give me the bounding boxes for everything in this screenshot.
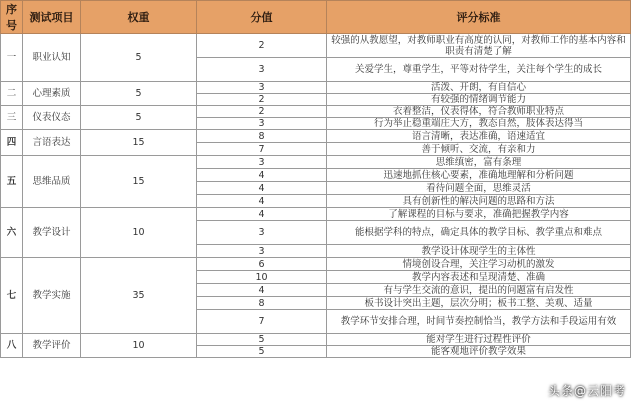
cell-score: 2 [197, 34, 327, 58]
cell-weight: 10 [81, 334, 197, 358]
cell-score: 5 [197, 346, 327, 358]
cell-standard: 能根据学科的特点，确定具体的教学目标、教学重点和难点 [327, 221, 631, 245]
cell-test-item: 教学设计 [23, 208, 81, 258]
cell-score: 8 [197, 130, 327, 143]
table-row [1, 34, 631, 58]
header-row [1, 1, 631, 34]
cell-standard: 有较强的情绪调节能力 [327, 94, 631, 106]
cell-weight: 5 [81, 106, 197, 130]
header-weight: 权重 [81, 1, 197, 34]
cell-weight: 15 [81, 156, 197, 208]
cell-test-item: 仪表仪态 [23, 106, 81, 130]
cell-number: 八 [1, 334, 23, 358]
cell-standard: 行为举止稳重端庄大方，教态自然，肢体表达得当 [327, 118, 631, 130]
header-no: 序号 [1, 1, 23, 34]
cell-score: 10 [197, 271, 327, 284]
cell-number: 四 [1, 130, 23, 156]
cell-standard: 板书设计突出主题，层次分明；板书工整、美观、适量 [327, 297, 631, 310]
cell-score: 2 [197, 106, 327, 118]
table-row [1, 334, 631, 346]
cell-standard: 具有创新性的解决问题的思路和方法 [327, 195, 631, 208]
cell-weight: 5 [81, 34, 197, 82]
cell-score: 3 [197, 82, 327, 94]
table-row [1, 82, 631, 94]
cell-standard: 教学设计体现学生的主体性 [327, 245, 631, 258]
cell-standard: 能对学生进行过程性评价 [327, 334, 631, 346]
cell-standard: 情境创设合理，关注学习动机的激发 [327, 258, 631, 271]
header-standard: 评分标准 [327, 1, 631, 34]
cell-score: 7 [197, 310, 327, 334]
cell-standard: 迅速地抓住核心要素，准确地理解和分析问题 [327, 169, 631, 182]
table-row [1, 156, 631, 169]
cell-test-item: 言语表达 [23, 130, 81, 156]
cell-score: 3 [197, 221, 327, 245]
cell-score: 3 [197, 58, 327, 82]
table-row [1, 130, 631, 143]
header-score: 分值 [197, 1, 327, 34]
cell-weight: 35 [81, 258, 197, 334]
cell-standard: 活泼、开朗，有自信心 [327, 82, 631, 94]
cell-number: 三 [1, 106, 23, 130]
cell-standard: 善于倾听、交流，有亲和力 [327, 143, 631, 156]
cell-test-item: 职业认知 [23, 34, 81, 82]
cell-standard: 较强的从教愿望，对教师职业有高度的认同，对教师工作的基本内容和职责有清楚了解 [327, 34, 631, 58]
cell-standard: 看待问题全面，思维灵活 [327, 182, 631, 195]
cell-standard: 能客观地评价教学效果 [327, 346, 631, 358]
cell-standard: 语言清晰，表达准确，语速适宜 [327, 130, 631, 143]
cell-number: 六 [1, 208, 23, 258]
cell-test-item: 心理素质 [23, 82, 81, 106]
cell-standard: 衣着整洁，仪表得体，符合教师职业特点 [327, 106, 631, 118]
cell-number: 七 [1, 258, 23, 334]
cell-score: 5 [197, 334, 327, 346]
cell-number: 一 [1, 34, 23, 82]
cell-standard: 有与学生交流的意识，提出的问题富有启发性 [327, 284, 631, 297]
cell-score: 7 [197, 143, 327, 156]
cell-score: 2 [197, 94, 327, 106]
cell-test-item: 教学评价 [23, 334, 81, 358]
table-body [1, 34, 631, 358]
cell-standard: 教学环节安排合理，时间节奏控制恰当，教学方法和手段运用有效 [327, 310, 631, 334]
cell-score: 8 [197, 297, 327, 310]
cell-standard: 了解课程的目标与要求，准确把握教学内容 [327, 208, 631, 221]
cell-score: 6 [197, 258, 327, 271]
header-item: 测试项目 [23, 1, 81, 34]
cell-score: 4 [197, 195, 327, 208]
cell-number: 五 [1, 156, 23, 208]
cell-weight: 5 [81, 82, 197, 106]
cell-score: 4 [197, 284, 327, 297]
cell-test-item: 思维品质 [23, 156, 81, 208]
cell-score: 3 [197, 156, 327, 169]
cell-weight: 10 [81, 208, 197, 258]
cell-score: 3 [197, 245, 327, 258]
cell-score: 4 [197, 169, 327, 182]
table-row [1, 208, 631, 221]
cell-standard: 教学内容表述和呈现清楚、准确 [327, 271, 631, 284]
cell-number: 二 [1, 82, 23, 106]
cell-score: 4 [197, 182, 327, 195]
cell-standard: 关爱学生，尊重学生，平等对待学生，关注每个学生的成长 [327, 58, 631, 82]
watermark: 头条@云阳考 [547, 384, 626, 398]
cell-score: 4 [197, 208, 327, 221]
cell-score: 3 [197, 118, 327, 130]
table-row [1, 258, 631, 271]
table-row [1, 106, 631, 118]
cell-test-item: 教学实施 [23, 258, 81, 334]
cell-weight: 15 [81, 130, 197, 156]
cell-standard: 思维缜密，富有条理 [327, 156, 631, 169]
